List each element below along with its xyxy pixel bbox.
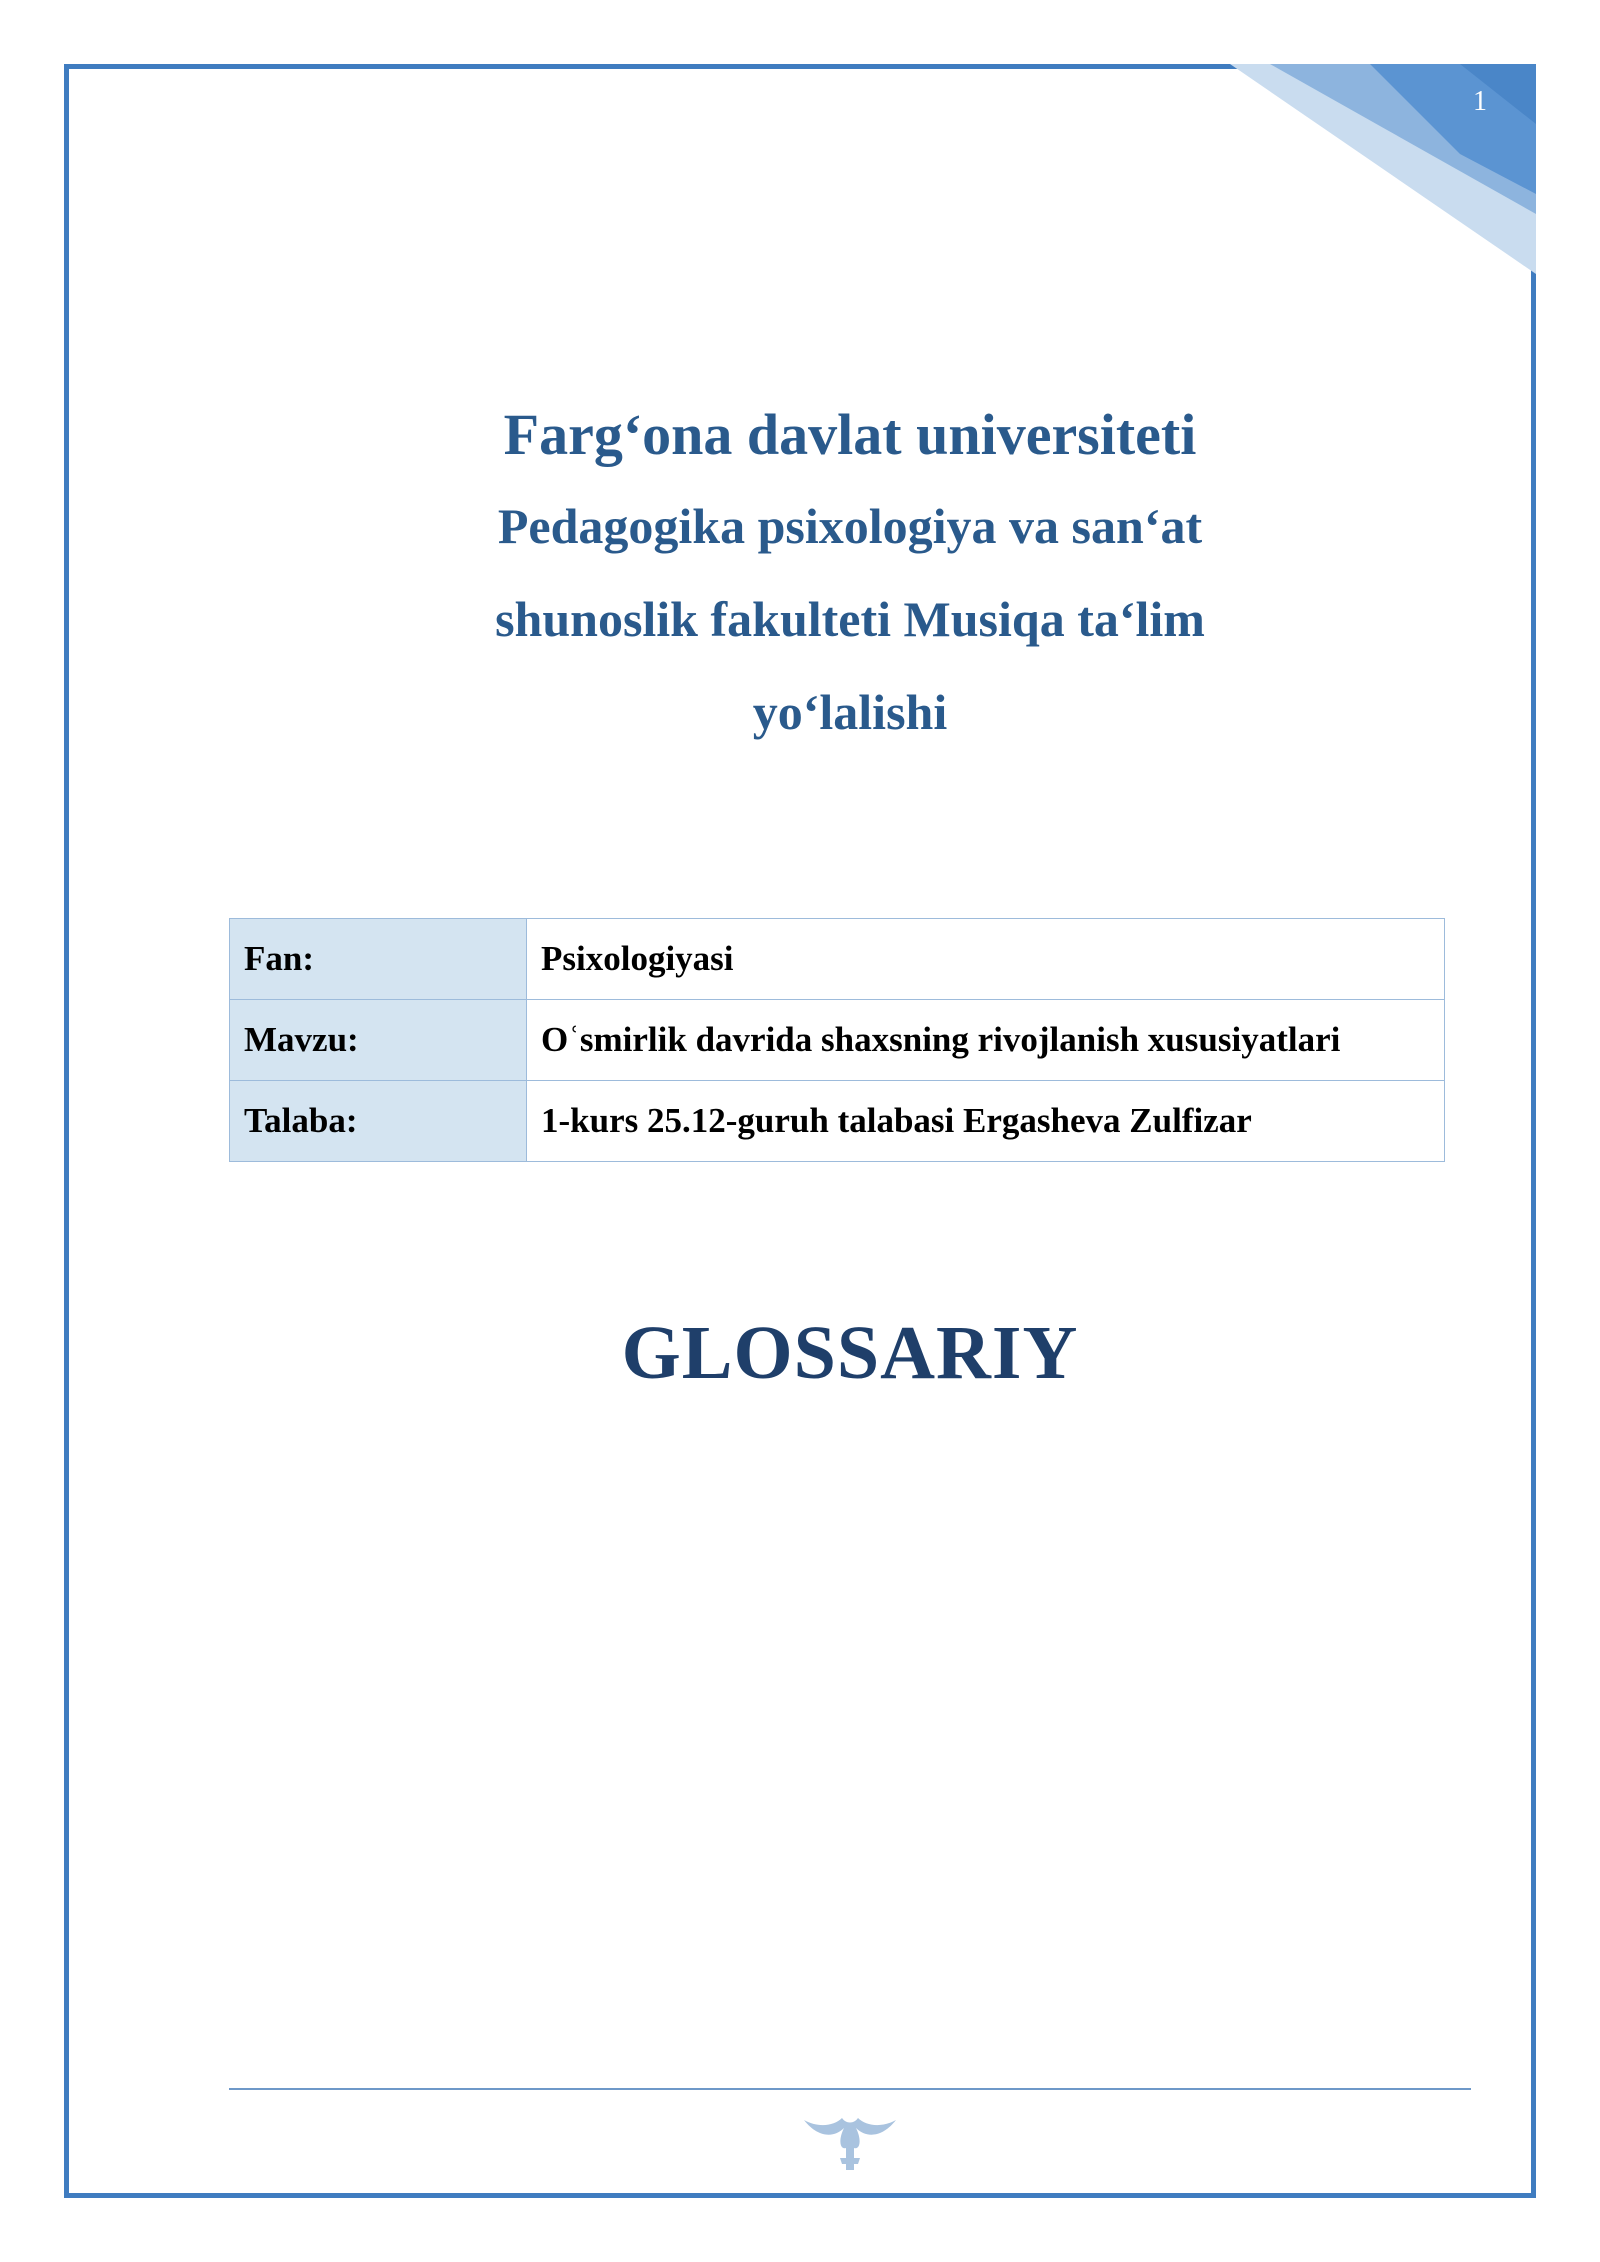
table-row	[230, 1081, 1445, 1162]
table-value-student: 1-kurs 25.12-guruh talabasi Ergasheva Zulfizar	[527, 1081, 1445, 1162]
table-label-student: Talaba:	[230, 1081, 527, 1162]
info-table	[229, 918, 1445, 1162]
footer-divider	[229, 2088, 1471, 2090]
main-heading: GLOSSARIY	[621, 1311, 1079, 1395]
table-value-subject: Psixologiyasi	[527, 919, 1445, 1000]
faculty-line-3: yo‘lalishi	[752, 684, 948, 740]
table-value-topic: Oʿsmirlik davrida shaxsning rivojlanish xususiyatlari	[527, 1000, 1445, 1081]
faculty-line-1: Pedagogika psixologiya va san‘at	[497, 498, 1203, 554]
footer-ornament-icon	[800, 2108, 900, 2174]
university-name: Farg‘ona davlat universiteti	[503, 402, 1197, 467]
title-block	[350, 390, 1350, 759]
table-row	[230, 1000, 1445, 1081]
table-label-subject: Fan:	[230, 919, 527, 1000]
page-number: 1	[1473, 86, 1487, 117]
table-label-topic: Mavzu:	[230, 1000, 527, 1081]
faculty-line-2: shunoslik fakulteti Musiqa ta‘lim	[495, 591, 1205, 647]
table-row	[230, 919, 1445, 1000]
